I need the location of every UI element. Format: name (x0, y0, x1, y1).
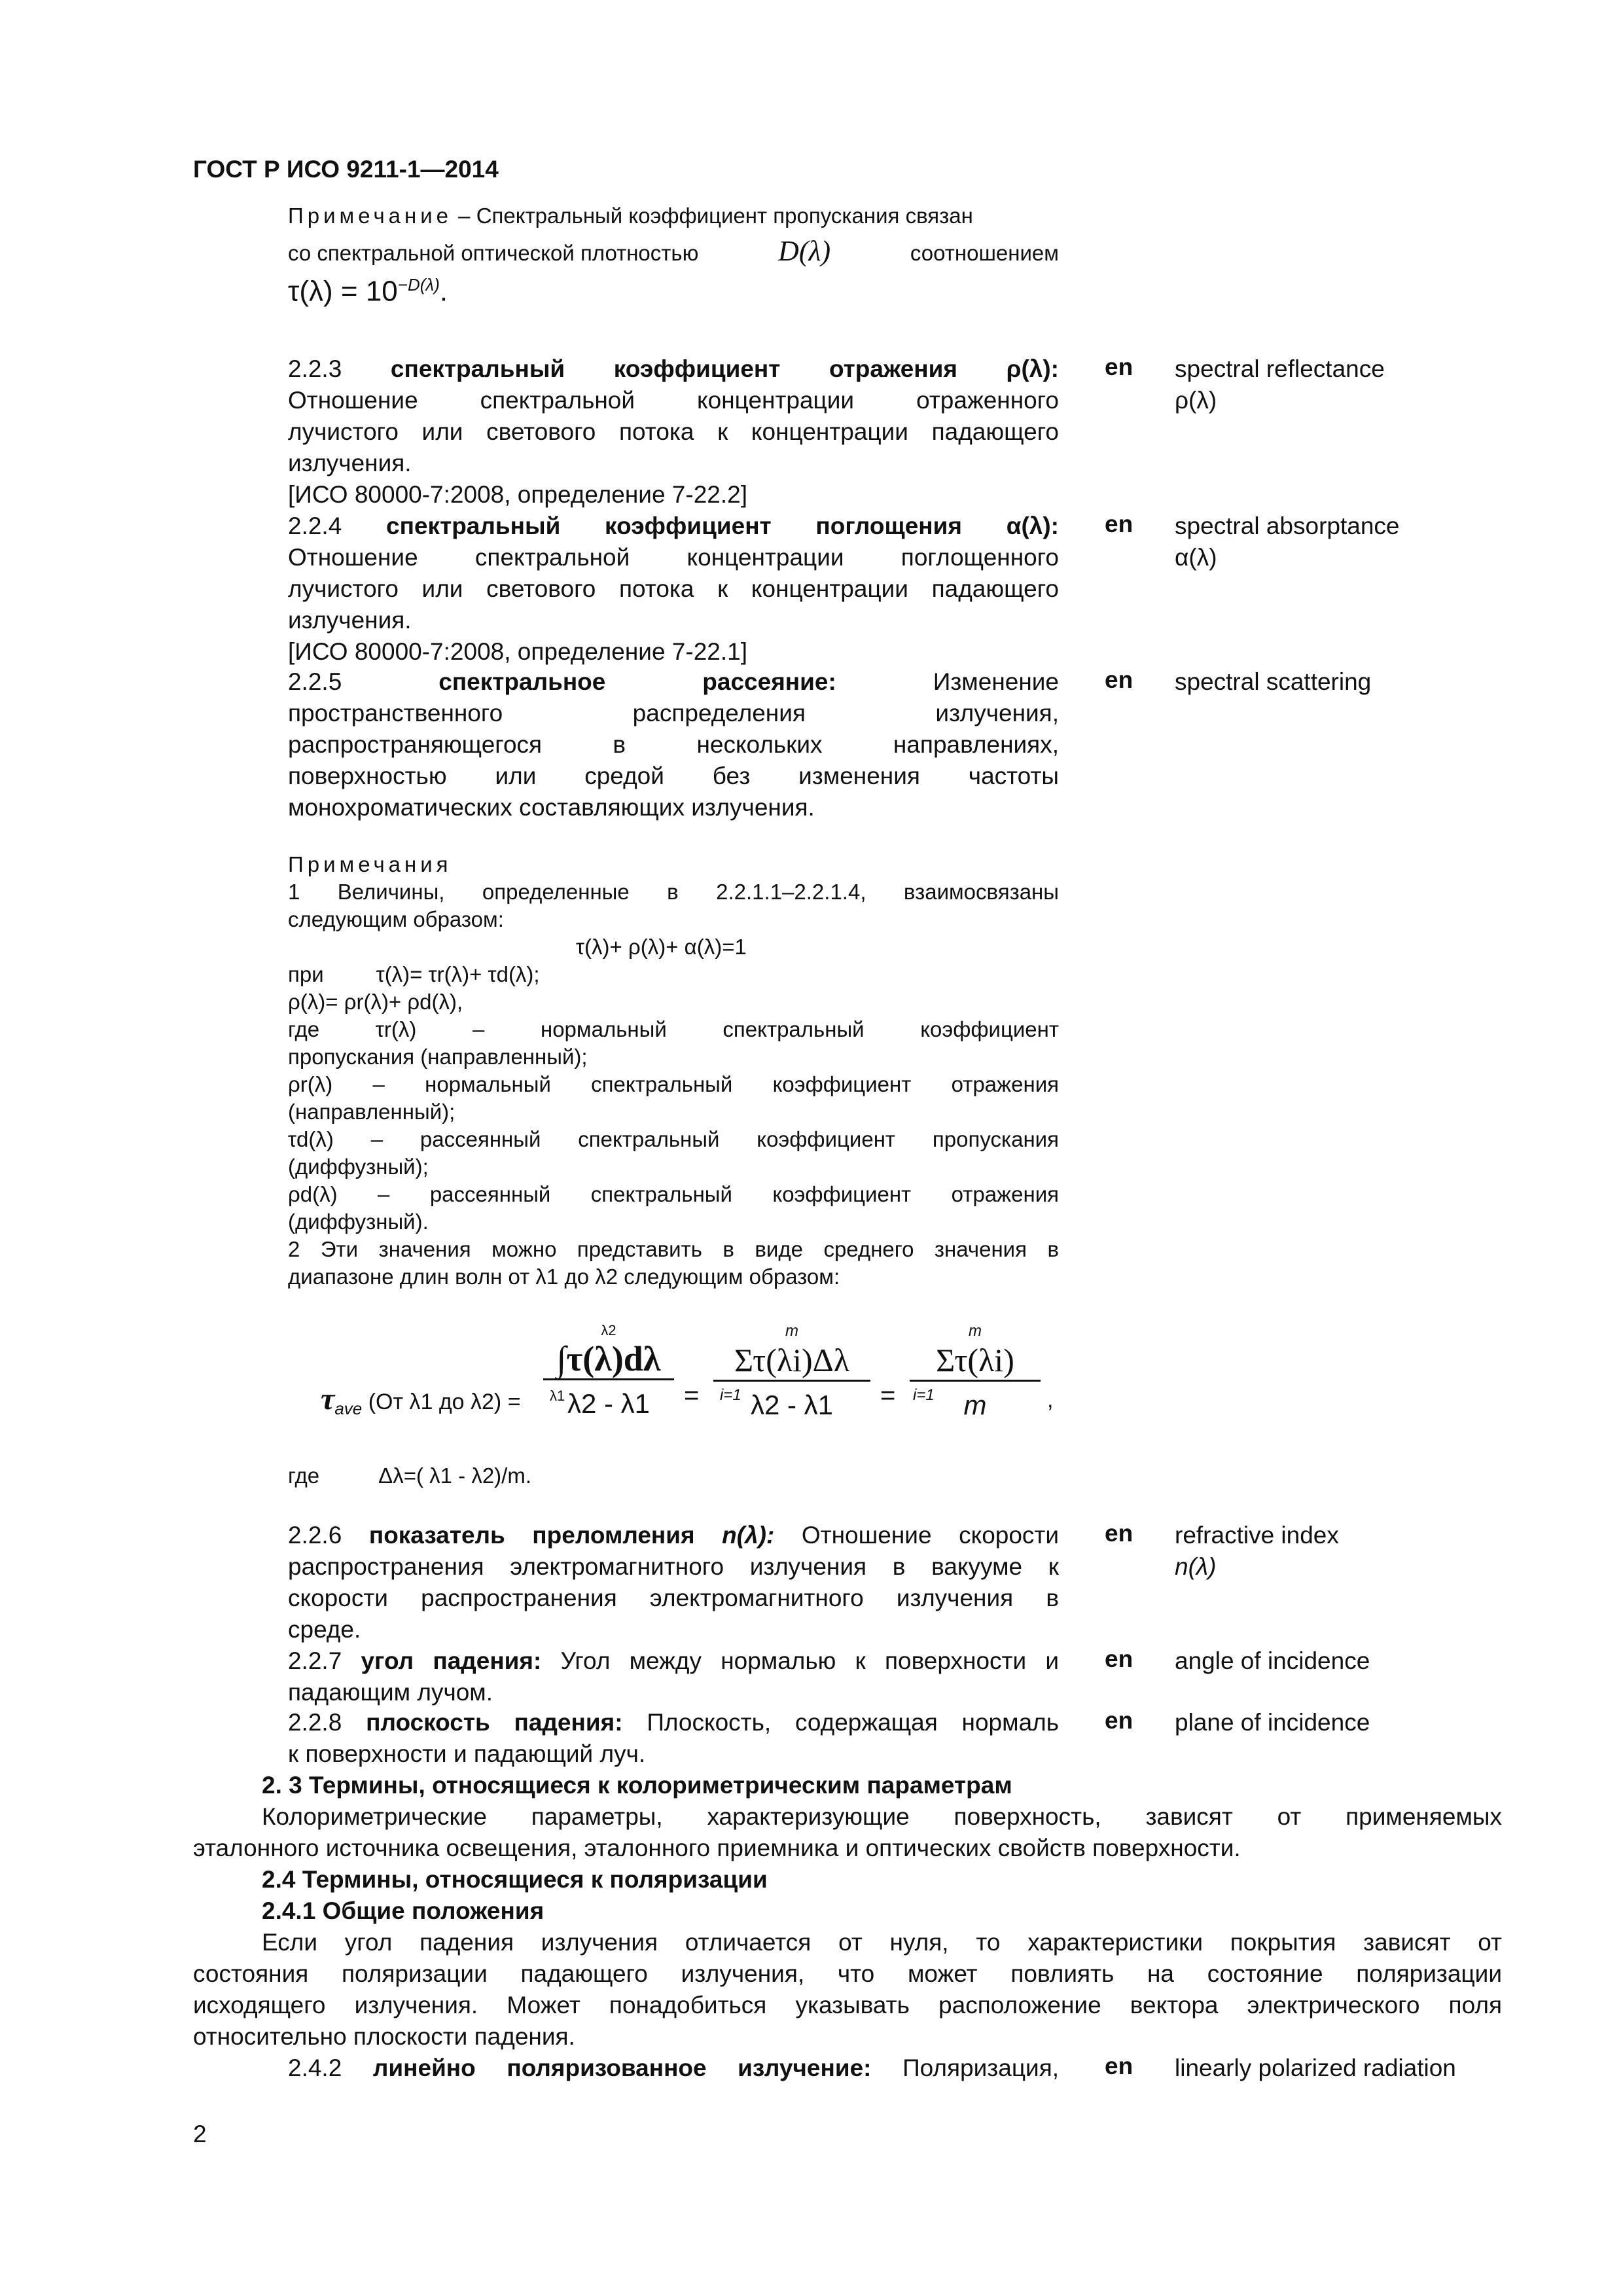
tau-formula: $\tau(\lambda) = 10^{-D(\lambda)}$. (288, 275, 448, 308)
english-term: plane of incidence (1175, 1709, 1370, 1736)
term-2-2-4: 2.2.4 спектральный коэффициент поглощения α(λ): Отношение спектральной концентрации поглощенного лучистого или светового потока к концентрации падающего излучения. [ИСО 80000-7:2008, определение 7-22.1] (288, 512, 1059, 665)
english-term: linearly polarized radiation (1175, 2054, 1456, 2081)
lang-en: en (1105, 511, 1133, 537)
note-top: Примечание – Спектральный коэффициент пропускания связан со спектральной оптической плотностью D(λ) соотношением $\tau(\lambda) = 10^{-D(\lambda)}$. (288, 204, 1059, 308)
lang-en: en (1105, 1707, 1133, 1734)
lang-en: en (1105, 666, 1133, 693)
term-2-2-5: 2.2.5 спектральное рассеяние: Изменение пространственного распределения излучения, распространяющегося в нескольких направлениях, поверхностью или средой без изменения частоты монохроматических составляющих излучения. (288, 668, 1060, 821)
term-2-2-6: 2.2.6 показатель преломления n(λ): Отношение скорости распространения электромагнитного излучения в вакууме к скорости распространения электромагнитного излучения в среде. (288, 1522, 1060, 1643)
english-term: angle of incidence (1175, 1647, 1370, 1674)
document-code: ГОСТ Р ИСО 9211-1—2014 (193, 156, 499, 183)
page-number: 2 (193, 2121, 207, 2147)
notes-block: Примечания 1 Величины, определенные в 2.2.1.1–2.2.1.4, взаимосвязаны следующим образом: τ(λ)+ ρ(λ)+ α(λ)=1 при τ(λ)= τr(λ)+ τd(λ); ρ(λ)= ρr(λ)+ ρd(λ), где τr(λ) – нормальный спектральный коэффициент пропускания (направленный); ρr(λ) – нормальный спектральный коэффициент отражения (направленный); τd(λ) – рассеянный спектральный коэффициент пропускания (диффузный); ρd(λ) – рассеянный спектральный коэффициент отражения (диффузный). 2 Эти значения можно представить в виде среднего значения в диапазоне длин волн от λ1 до λ2 следующим образом: (288, 852, 1060, 1289)
english-term: refractive index n(λ) (1175, 1522, 1339, 1580)
section-2-4-1-heading: 2.4.1 Общие положения (262, 1897, 544, 1924)
section-2-4-heading: 2.4 Термины, относящиеся к поляризации (262, 1866, 768, 1893)
english-term: spectral reflectance ρ(λ) (1175, 355, 1385, 414)
term-2-2-7: 2.2.7 угол падения: Угол между нормалью к поверхности и падающим лучом. (288, 1647, 1060, 1706)
notes-title: Примечания (288, 852, 452, 876)
sum-formula: τ(λ)+ ρ(λ)+ α(λ)=1 (576, 935, 747, 959)
english-term: spectral absorptance α(λ) (1175, 512, 1400, 571)
delta-line: где Δλ=( λ1 - λ2)/m. (288, 1463, 531, 1488)
fraction-mean: m Στ(λi) m (910, 1322, 1041, 1421)
fraction-integral: λ2 ∫τ(λ)dλ λ2 - λ1 (543, 1322, 674, 1420)
section-2-4-1-text: Если угол падения излучения отличается от нуля, то характеристики покрытия зависят от состояния поляризации падающего излучения, что может повлиять на состояние поляризации исходящего излучения. Может понадобиться указывать расположение вектора электрического поля относительно плоскости падения. (193, 1929, 1502, 2050)
lang-en: en (1105, 1645, 1133, 1672)
note-label: Примечание (288, 204, 453, 228)
term-2-4-2: 2.4.2 линейно поляризованное излучение: Поляризация, (288, 2054, 1060, 2081)
section-2-3-heading: 2. 3 Термины, относящиеся к колориметрическим параметрам (262, 1772, 1012, 1799)
term-2-2-8: 2.2.8 плоскость падения: Плоскость, содержащая нормаль к поверхности и падающий луч. (288, 1709, 1060, 1767)
average-formula: $\tau_{ave}$ (От λ1 до λ2) = λ2 ∫τ(λ)dλ λ2 - λ1 λ1 = m Στ(λi)Δλ λ2 - λ1 i=1 = m Στ(λi) m i=1 , (321, 1322, 1054, 1420)
section-2-3-text: Колориметрические параметры, характеризующие поверхность, зависят от применяемых эталонного источника освещения, эталонного приемника и оптических свойств поверхности. (193, 1803, 1502, 1861)
fraction-sum: m Στ(λi)Δλ λ2 - λ1 (713, 1322, 870, 1421)
symbol-d: D(λ) (778, 235, 831, 267)
lang-en: en (1105, 353, 1133, 380)
term-2-2-3: 2.2.3 спектральный коэффициент отражения ρ(λ): Отношение спектральной концентрации отраженного лучистого или светового потока к концентрации падающего излучения. [ИСО 80000-7:2008, определение 7-22.2] (288, 355, 1059, 508)
english-term: spectral scattering (1175, 668, 1372, 695)
lang-en: en (1105, 2053, 1133, 2079)
lang-en: en (1105, 1520, 1133, 1547)
